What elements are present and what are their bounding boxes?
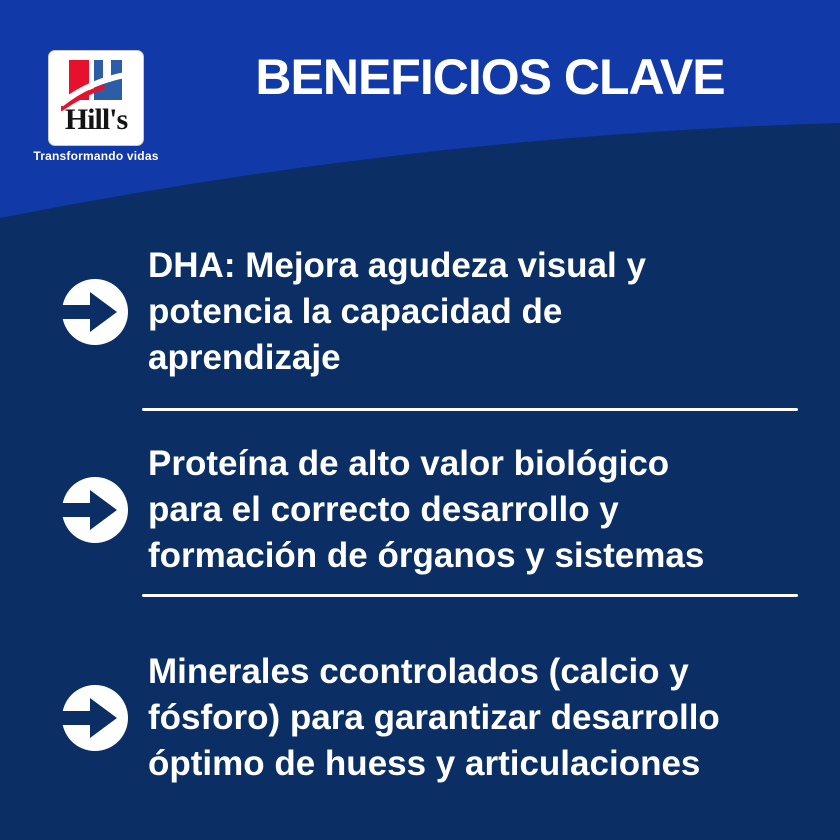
separator [142, 594, 798, 597]
arrow-right-circle-icon [62, 477, 128, 543]
benefit-item-minerals [62, 649, 810, 787]
benefit-item-protein [62, 441, 810, 579]
benefit-item-dha [62, 243, 810, 381]
benefit-line: para el correcto desarrollo y [148, 490, 619, 529]
benefit-line: fósforo) para garantizar desarrollo [148, 698, 720, 737]
benefit-line: óptimo de huess y articulaciones [148, 744, 701, 783]
benefit-line: Proteína de alto valor biológico [148, 444, 670, 483]
hills-logo [48, 50, 144, 146]
page-title: BENEFICIOS CLAVE [255, 49, 725, 105]
hills-logo-wordmark: Hill's [64, 103, 128, 136]
benefit-line: potencia la capacidad de [148, 292, 563, 331]
benefit-line: aprendizaje [148, 338, 341, 377]
separator [142, 408, 798, 411]
arrow-right-circle-icon [62, 279, 128, 345]
benefit-line: formación de órganos y sistemas [148, 536, 705, 575]
benefit-line: DHA: Mejora agudeza visual y [148, 246, 646, 285]
benefit-text [148, 243, 646, 381]
arrow-right-circle-icon [62, 685, 128, 751]
benefit-line: Minerales ccontrolados (calcio y [148, 652, 689, 691]
benefit-text [148, 441, 704, 579]
benefit-text [148, 649, 720, 787]
logo-tagline: Transformando vidas [33, 149, 159, 163]
